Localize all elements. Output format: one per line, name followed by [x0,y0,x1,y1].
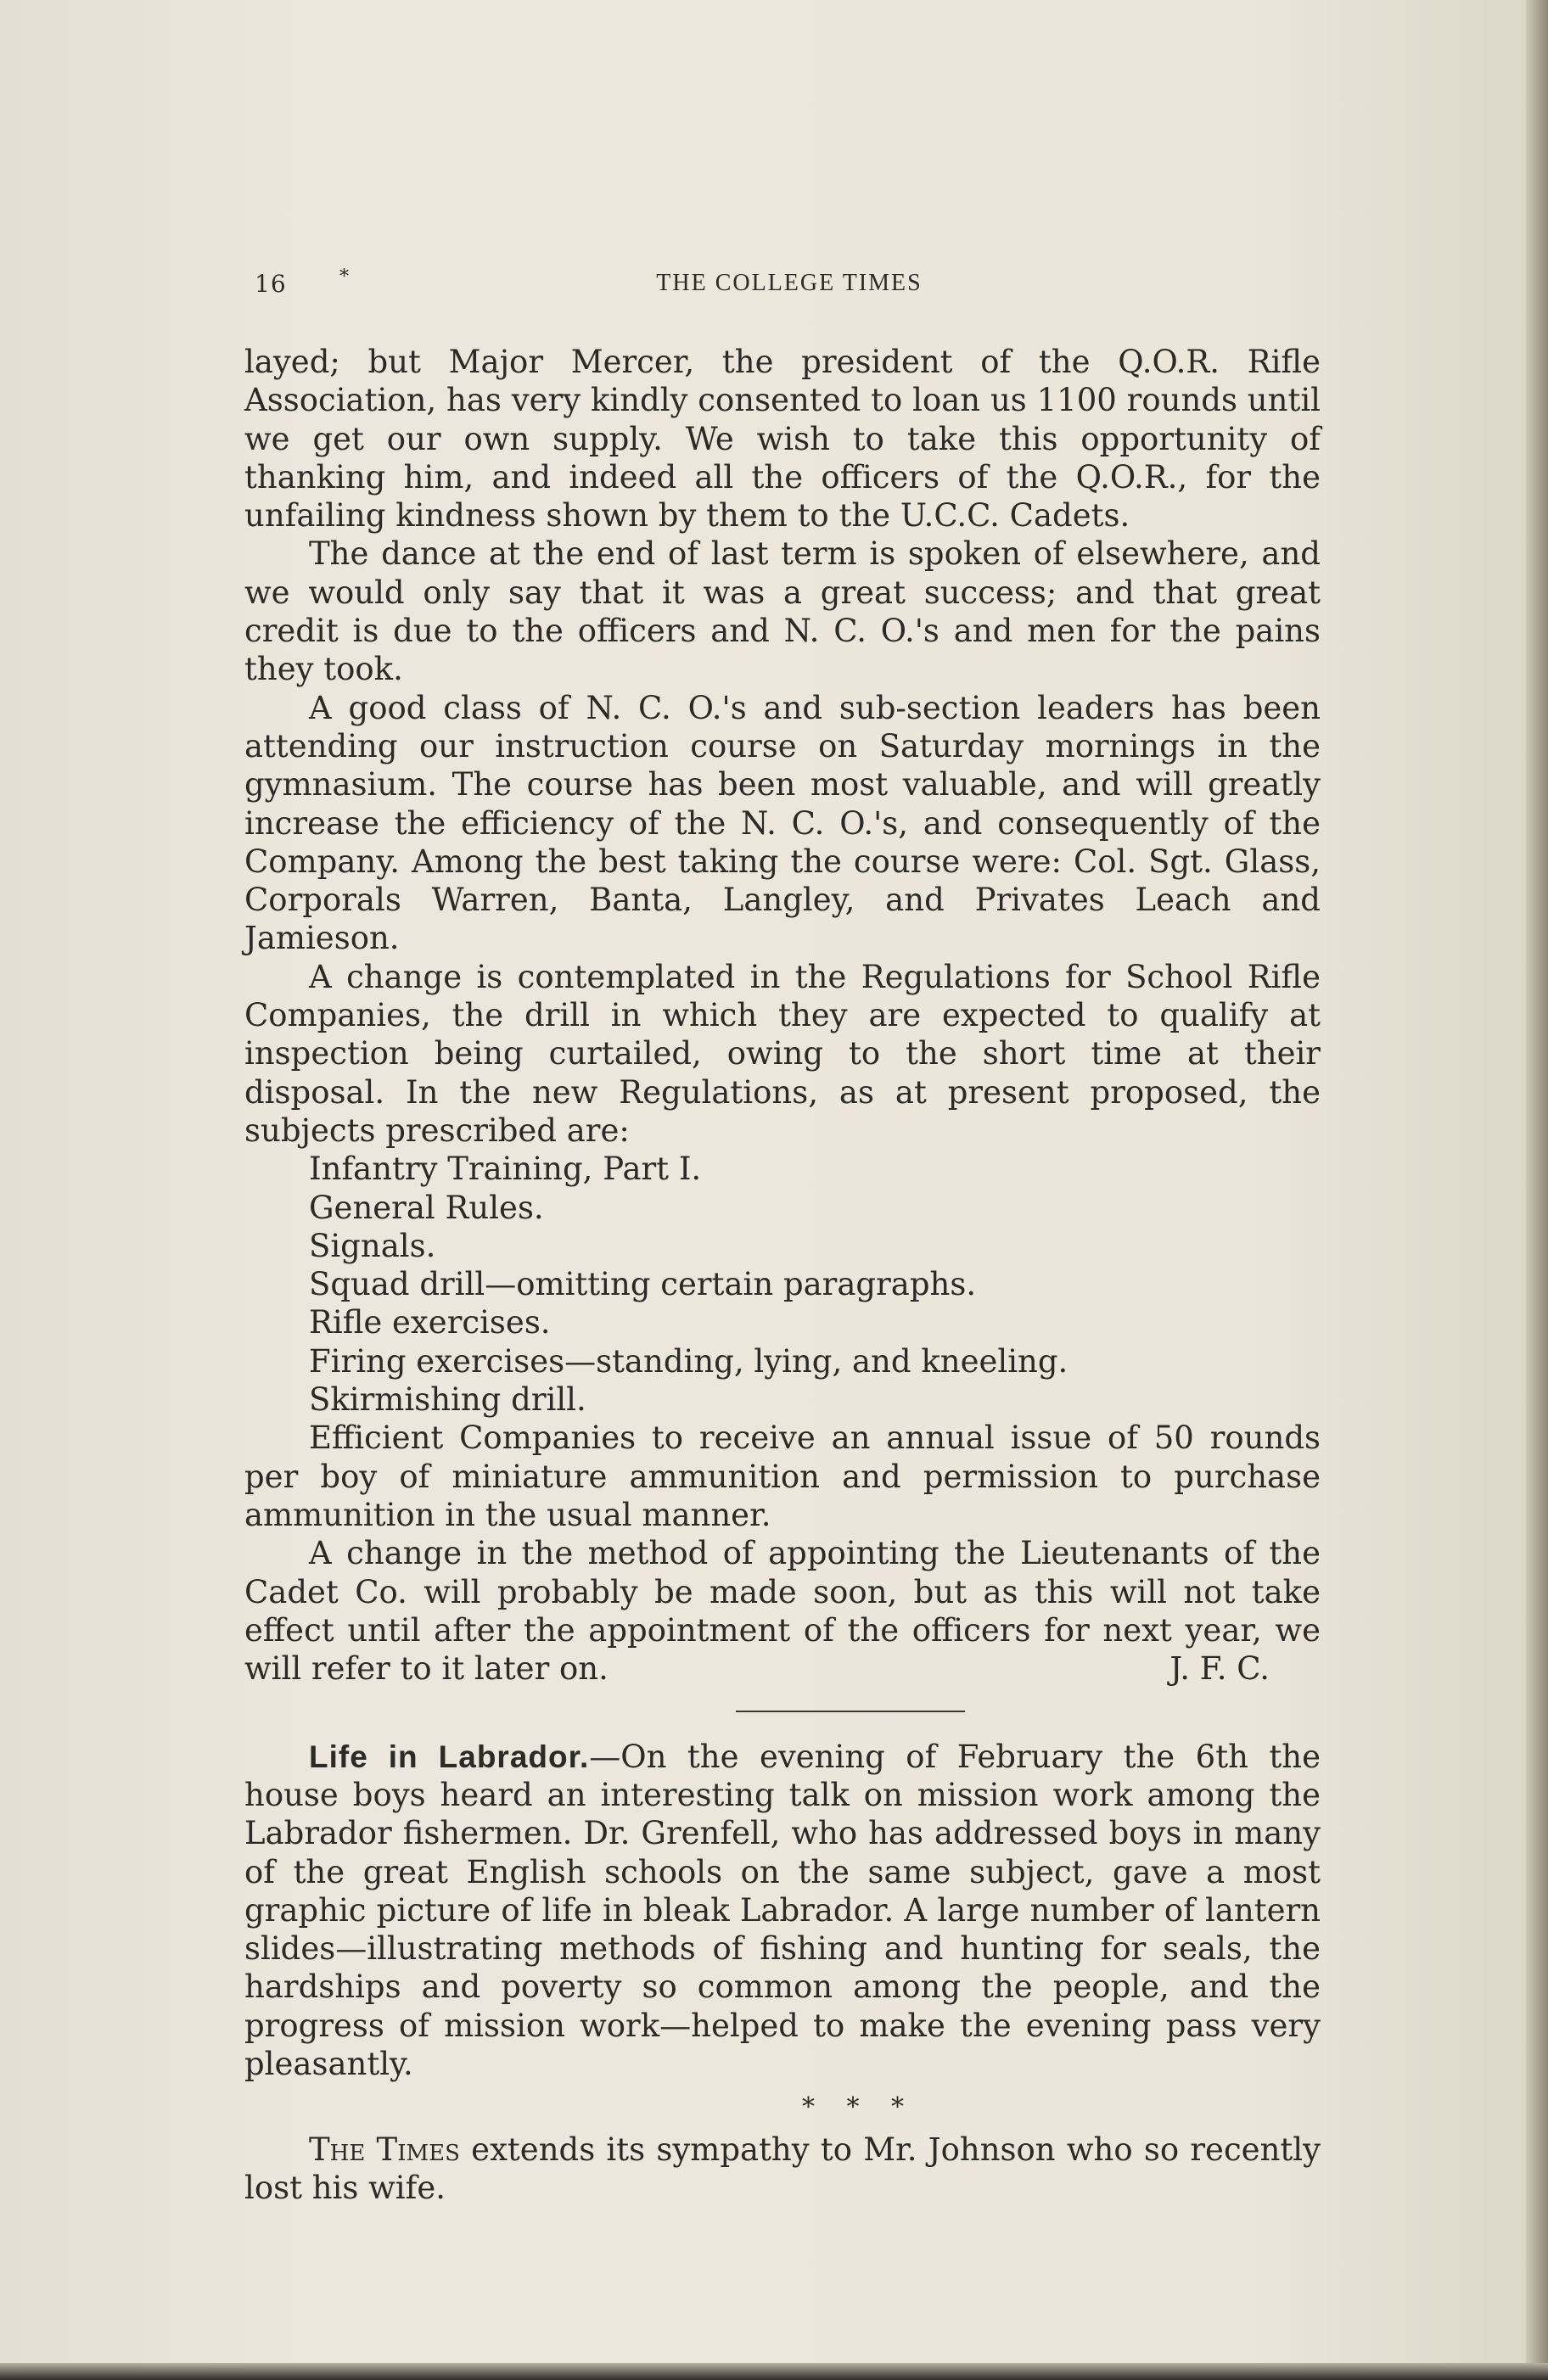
paragraph-regulations: A change is contemplated in the Regulations for School Rifle Companies, the drill in which they are expected to qualify at inspection being curtailed, owing to the short time at their disposal. In the new Regulations, as at present proposed, the subjects prescribed are: [244,958,1321,1149]
list-item: Squad drill—omitting certain paragraphs. [309,1266,977,1303]
signature: J. F. C. [1169,1650,1270,1688]
page-edge-bottom [0,2363,1548,2380]
sympathy-lead: The Times [309,2131,460,2168]
header-mark: * [339,266,350,288]
running-header [255,266,1324,304]
list-item: General Rules. [309,1189,544,1226]
section-divider [736,1711,965,1712]
page-edge-right [1526,0,1548,2380]
asterism-separator: * * * [801,2092,917,2123]
paragraph-lieutenants [244,1534,1321,1688]
paragraph-continued: layed; but Major Mercer, the president of the Q.O.R. Rifle Association, has very kindly consented to loan us 1100 rounds until we get our own supply. We wish to take this opportunity of thanking him, and indeed all the officers of the Q.O.R., for the unfailing kindness shown by them to the U.C.C. Cadets. [244,344,1321,535]
paragraph-labrador [244,1738,1321,2084]
subjects-list [244,1150,1321,1419]
labrador-heading: Life in Labrador. [309,1739,590,1774]
list-item: Infantry Training, Part I. [309,1151,702,1188]
list-item: Rifle exercises. [309,1304,551,1341]
page-number: 16 [255,270,287,298]
paragraph-dance: The dance at the end of last term is spoken of elsewhere, and we would only say that it was a great success; and that great credit is due to the officers and N. C. O.'s and men for the pains they took. [244,535,1321,688]
sympathy-text: extends its sympathy to Mr. Johnson who so recently lost his wife. [244,2131,1321,2206]
paragraph-lieutenants-text: A change in the method of appointing the Lieutenants of the Cadet Co. will probably be made soon, but as this will not take effect until after the appointment of the officers for next year, we will refer to it later on. [244,1535,1321,1688]
list-item: Firing exercises—standing, lying, and kneeling. [309,1342,1068,1380]
paragraph-sympathy [244,2131,1321,2208]
paragraph-ammunition: Efficient Companies to receive an annual issue of 50 rounds per boy of miniature ammunition and permission to purchase ammunition in the usual manner. [244,1420,1321,1533]
list-item: Skirmishing drill. [309,1381,586,1419]
paragraph-nco-class: A good class of N. C. O.'s and sub-section leaders has been attending our instruction course on Saturday mornings in the gymnasium. The course has been most valuable, and will greatly increase the efficiency of the N. C. O.'s, and consequently of the Company. Among the best taking the course were: Col. Sgt. Glass, Corporals Warren, Banta, Langley, and Privates Leach and Jamieson. [244,689,1321,957]
article-body [244,343,1321,2207]
list-item: Signals. [309,1227,436,1264]
labrador-text: —On the evening of February the 6th the house boys heard an interesting talk on mission work among the Labrador fishermen. Dr. Grenfell, who has addressed boys in many of the great English schools on the same subject, gave a most graphic picture of life in bleak Labrador. A large number of lantern slides—illustrating methods of fishing and hunting for seals, the hardships and poverty so common among the people, and the progress of mission work—helped to make the evening pass very pleasantly. [244,1738,1321,2083]
journal-title: THE COLLEGE TIMES [656,270,923,296]
